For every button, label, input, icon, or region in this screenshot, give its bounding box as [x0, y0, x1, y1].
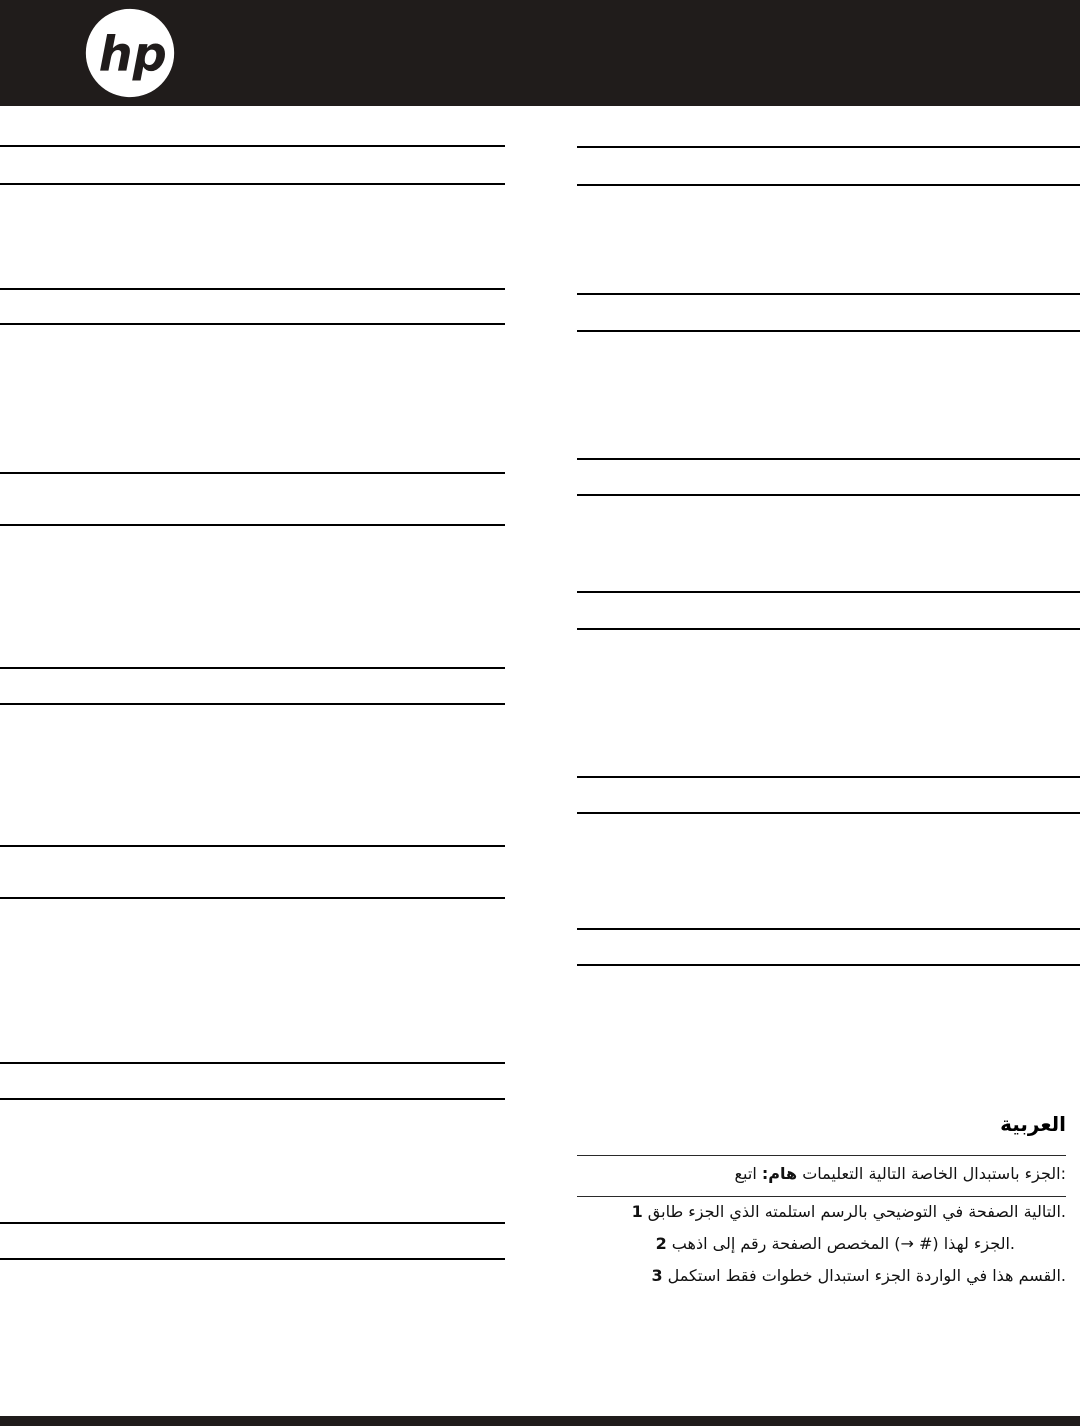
rule-right [577, 628, 1080, 630]
rule-left [0, 845, 505, 847]
rule-left [0, 145, 505, 147]
rule-left [0, 472, 505, 474]
arabic-section-rule [577, 1196, 1066, 1197]
rule-right [577, 964, 1080, 966]
rule-right [577, 591, 1080, 593]
rule-left [0, 323, 505, 325]
item-text: طابق‎ الجزء‎ الذي‎ استلمته‎ بالرسم‎ التوضيحي‎ في‎ الصفحة‎ التالية.‎ [647, 1202, 1066, 1221]
rule-left [0, 897, 505, 899]
arabic-instruction-item-3 [652, 1266, 1066, 1285]
rule-right [577, 812, 1080, 814]
rule-left [0, 667, 505, 669]
footer-bar [0, 1416, 1080, 1426]
rule-right [577, 458, 1080, 460]
item-text: استكمل‎ فقط‎ خطوات‎ استبدال‎ الجزء‎ الواردة‎ في‎ هذا‎ القسم.‎ [667, 1266, 1066, 1285]
rule-left [0, 288, 505, 290]
arabic-section-rule [577, 1155, 1066, 1156]
rule-left [0, 1062, 505, 1064]
rule-right [577, 776, 1080, 778]
header-bar [0, 0, 1080, 106]
hp-logo-text: hp [98, 27, 167, 83]
item-number: 1 [631, 1202, 643, 1221]
rule-right [577, 146, 1080, 148]
arabic-important-label: هام: [761, 1164, 798, 1183]
item-number: 3 [651, 1266, 663, 1285]
rule-left [0, 703, 505, 705]
item-number: 2 [655, 1234, 667, 1253]
rule-right [577, 330, 1080, 332]
arabic-important-line [735, 1164, 1066, 1183]
rule-left [0, 1222, 505, 1224]
arabic-section-heading: العربية [1000, 1112, 1066, 1136]
rule-right [577, 293, 1080, 295]
rule-left [0, 1258, 505, 1260]
hp-logo [84, 7, 176, 99]
item-text: اذهب‎ إلى‎ رقم‎ الصفحة‎ المخصص‎ (→ #)‎ لهذا‎ الجزء.‎ [671, 1234, 1015, 1253]
rule-right [577, 494, 1080, 496]
rule-left [0, 183, 505, 185]
arabic-important-text: اتبع‎ التعليمات‎ التالية‎ الخاصة‎ باستبدال‎ الجزء:‎ [734, 1164, 1066, 1183]
rule-right [577, 928, 1080, 930]
rule-left [0, 524, 505, 526]
rule-left [0, 1098, 505, 1100]
rule-right [577, 184, 1080, 186]
arabic-instruction-item-1 [632, 1202, 1066, 1221]
arabic-instruction-item-2 [656, 1234, 1015, 1253]
